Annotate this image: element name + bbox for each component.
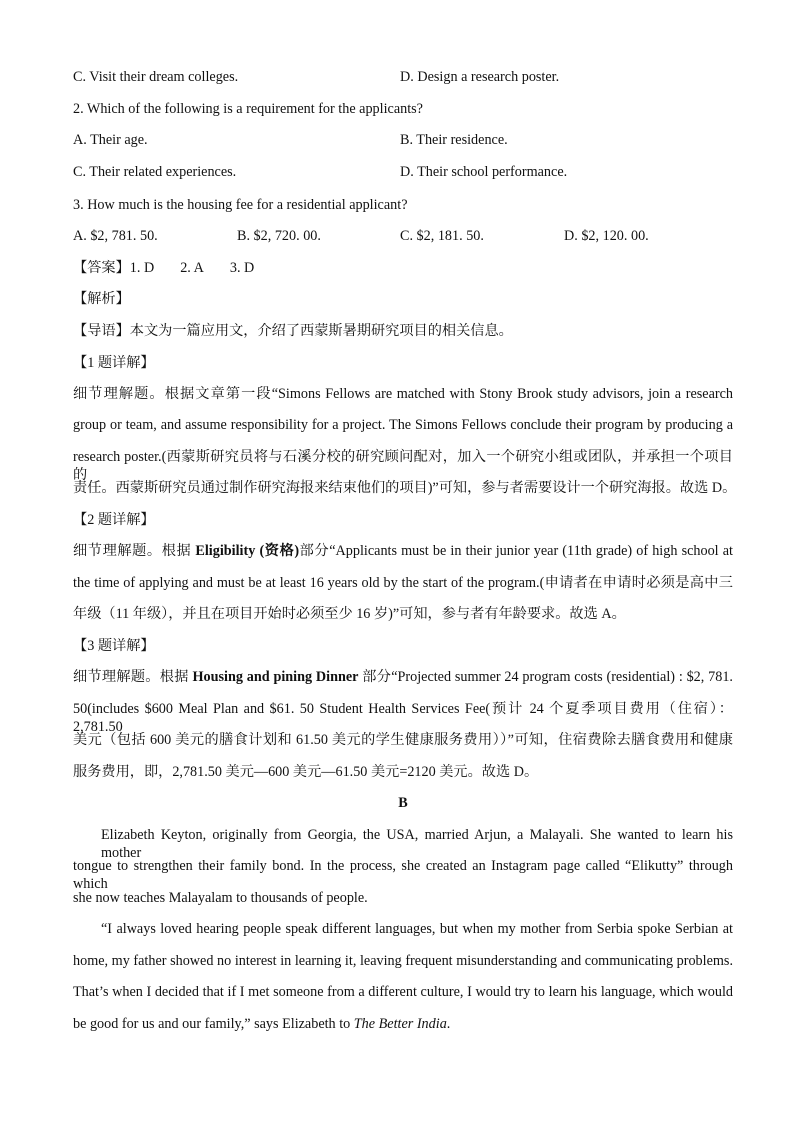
detail3-prefix: 细节理解题。根据: [73, 669, 193, 685]
q1-option-d: D. Design a research poster.: [400, 69, 560, 85]
detail3-line: 美元（包括 600 美元的膳食计划和 61.50 美元的学生健康服务费用））”可知，住宿费除去膳食费用和健康: [73, 732, 733, 748]
detail1-line: 责任。西蒙斯研究员通过制作研究海报来结束他们的项目)”可知，参与者需要设计一个研究海报。故选 D。: [73, 480, 737, 496]
analysis-label: 【解析】: [73, 291, 130, 307]
detail3-quote: 部分“Projected summer 24 program costs (residential) : $2, 781.: [358, 669, 733, 685]
detail1-heading: 【1 题详解】: [73, 355, 155, 371]
passage-line: tongue to strengthen their family bond. In the process, she created an Instagram page called “Elikutty” through which: [73, 858, 733, 892]
detail2-quote: 部分“Applicants must be in their junior year (11th grade) of high school at: [299, 543, 733, 559]
detail2-section-name: Eligibility (资格): [195, 543, 300, 559]
detail2-prefix: 细节理解题。根据: [73, 543, 196, 559]
q2-option-c: C. Their related experiences.: [73, 164, 237, 180]
q1-option-c: C. Visit their dream colleges.: [73, 69, 239, 85]
q2-option-d: D. Their school performance.: [400, 164, 568, 180]
answer-2: 2. A: [180, 260, 204, 276]
q3-question: 3. How much is the housing fee for a residential applicant?: [73, 197, 408, 213]
passage-line: That’s when I decided that if I met someone from a different culture, I would try to learn his language, which would: [73, 984, 733, 1000]
detail3-section-name: Housing and pining Dinner: [192, 669, 359, 685]
detail2-line: 年级（11 年级），并且在项目开始时必须至少 16 岁)”可知，参与者有年龄要求。故选 A。: [73, 606, 626, 622]
passage-line: home, my father showed no interest in learning it, leaving frequent misunderstanding and communicating problems.: [73, 953, 733, 969]
q2-option-a: A. Their age.: [73, 132, 148, 148]
detail3-heading: 【3 题详解】: [73, 638, 155, 654]
detail2-line: the time of applying and must be at least 16 years old by the start of the program.(申请者在申请时必须是高中三: [73, 575, 733, 591]
detail2-heading: 【2 题详解】: [73, 512, 155, 528]
q2-question: 2. Which of the following is a requirement for the applicants?: [73, 101, 423, 117]
passage-text: be good for us and our family,” says Elizabeth to: [73, 1016, 354, 1032]
q3-option-c: C. $2, 181. 50.: [400, 228, 484, 244]
detail2-line: [73, 542, 733, 560]
detail3-line: 50(includes $600 Meal Plan and $61. 50 Student Health Services Fee(预计 24 个夏季项目费用（住宿）：2,781.50: [73, 701, 733, 735]
passage-text: .: [446, 1016, 451, 1032]
detail1-line: research poster.(西蒙斯研究员将与石溪分校的研究顾问配对，加入一个研究小组或团队，并承担一个项目的: [73, 449, 733, 483]
section-b-title: B: [398, 795, 408, 811]
intro-text: 【导语】本文为一篇应用文，介绍了西蒙斯暑期研究项目的相关信息。: [73, 323, 513, 339]
q3-option-b: B. $2, 720. 00.: [237, 228, 321, 244]
answer-label: 【答案】: [73, 260, 130, 276]
detail3-line: 服务费用，即，2,781.50 美元—600 美元—61.50 美元=2120 美元。故选 D。: [73, 764, 539, 780]
q3-option-a: A. $2, 781. 50.: [73, 228, 158, 244]
passage-line: “I always loved hearing people speak different languages, but when my mother from Serbia spoke Serbian at: [101, 921, 733, 937]
passage-line: [73, 1015, 450, 1033]
answer-1: 1. D: [129, 260, 155, 276]
q3-option-d: D. $2, 120. 00.: [564, 228, 649, 244]
passage-line: she now teaches Malayalam to thousands of people.: [73, 890, 368, 906]
q2-option-b: B. Their residence.: [400, 132, 508, 148]
detail1-line: 细节理解题。根据文章第一段“Simons Fellows are matched with Stony Brook study advisors, join a research: [73, 386, 733, 402]
passage-line: Elizabeth Keyton, originally from Georgia, the USA, married Arjun, a Malayali. She wanted to learn his mother: [101, 827, 733, 861]
detail1-line: group or team, and assume responsibility for a project. The Simons Fellows conclude their program by producing a: [73, 417, 733, 433]
answer-key: [73, 259, 254, 277]
publication-name: The Better India: [353, 1016, 447, 1032]
answer-3: 3. D: [229, 260, 255, 276]
detail3-line: [73, 668, 733, 686]
